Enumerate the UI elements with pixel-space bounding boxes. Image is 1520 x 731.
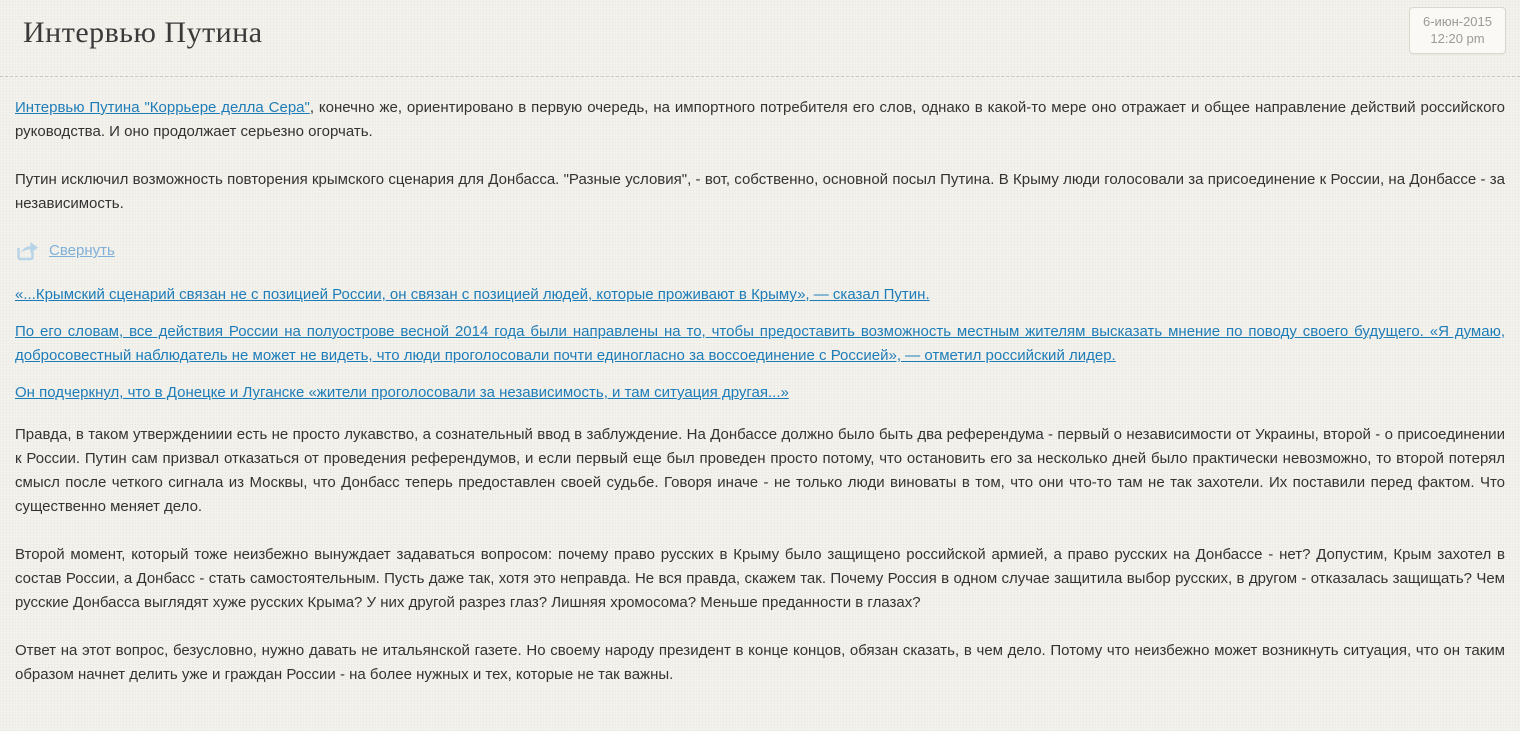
paragraph-4: Второй момент, который тоже неизбежно вынуждает задаваться вопросом: почему право русских в Крыму было защищено российской армией, а право русских на Донбассе - нет? Допустим, Крым захотел в состав России, а Донбасс - стать самостоятельным. Пусть даже так, хотя это неправда. Не вся правда, скажем так. Почему Россия в одном случае защитила выбор русских, в другом - отказалась защищать? Чем русские Донбасса выглядят хуже русских Крыма? У них другой разрез глаз? Лишняя хромосома? Меньше преданности в глазах? [15, 546, 1505, 611]
collapse-link[interactable]: Свернуть [49, 242, 115, 259]
paragraph-intro-text: , конечно же, ориентировано в первую очередь, на импортного потребителя его слов, однако в какой-то мере оно отражает и общее направление действий российского руководства. И оно продолжает серьезно огорчать. [15, 99, 1505, 140]
quote-link-2[interactable]: По его словам, все действия России на полуострове весной 2014 года были направлены на то, чтобы предоставить возможность местным жителям высказать мнение по поводу своего будущего. «Я думаю, добросовестный наблюдатель не может не видеть, что люди проголосовали почти единогласно за воссоединение с Россией», — отметил российский лидер. [15, 323, 1505, 364]
quote-paragraph-2 [15, 320, 1505, 368]
quote-paragraph-1 [15, 283, 1505, 307]
quote-link-1[interactable]: «...Крымский сценарий связан не с позицией России, он связан с позицией людей, которые проживают в Крыму», — сказал Путин. [15, 286, 930, 303]
collapse-row [15, 240, 1505, 261]
paragraph-intro [15, 96, 1505, 144]
post-title: Интервью Путина [23, 16, 263, 49]
paragraph-3: Правда, в таком утверждениии есть не просто лукавство, а сознательный ввод в заблуждение. На Донбассе должно было быть два референдума - первый о независимости от Украины, второй - о присоединении к России. Путин сам призвал отказаться от проведения референдумов, и если первый еще был проведен просто потому, что остановить его за несколько дней было практически невозможно, то второй потерял смысл после четкого сигнала из Москвы, что Донбасс теперь предоставлен своей судьбе. Говоря иначе - не только люди виноваты в том, что они что-то там не так захотели. Их поставили перед фактом. Что существенно меняет дело. [15, 426, 1505, 515]
post-time: 12:20 pm [1430, 31, 1485, 46]
post-date: 6-июн-2015 [1423, 14, 1492, 29]
quote-link-3[interactable]: Он подчеркнул, что в Донецке и Луганске «жители проголосовали за независимость, и там ситуация другая...» [15, 384, 789, 401]
post-content [0, 77, 1520, 731]
quote-paragraph-3 [15, 381, 1505, 405]
paragraph-5: Ответ на этот вопрос, безусловно, нужно давать не итальянской газете. Но своему народу президент в конце концов, обязан сказать, в чем дело. Потому что неизбежно может возникнуть ситуация, что он таким образом начнет делить уже и граждан России - на более нужных и тех, которые не так важны. [15, 642, 1505, 683]
interview-source-link[interactable]: Интервью Путина "Коррьере делла Сера" [15, 99, 310, 116]
paragraph-2: Путин исключил возможность повторения крымского сценария для Донбасса. "Разные условия", - вот, собственно, основной посыл Путина. В Крыму люди голосовали за присоединение к России, на Донбассе - за независимость. [15, 171, 1505, 212]
post-date-badge [1409, 7, 1506, 54]
lj-cut-collapse-icon[interactable] [15, 240, 40, 261]
post-header [0, 0, 1520, 53]
